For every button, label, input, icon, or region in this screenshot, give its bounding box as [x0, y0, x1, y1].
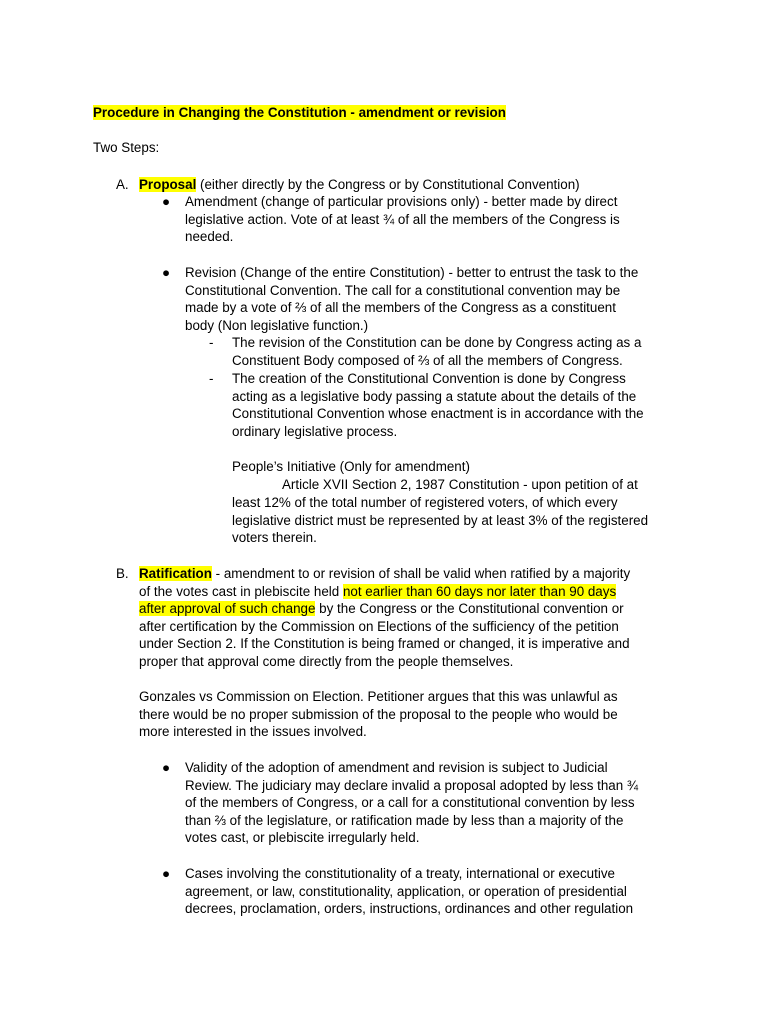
intro-text: Two Steps: — [93, 140, 160, 155]
bullet-line: body (Non legislative function.) — [185, 317, 369, 333]
dash-line: acting as a legislative body passing a statute about the details of the — [232, 388, 637, 404]
dash-line: The creation of the Constitutional Convention is done by Congress — [232, 371, 626, 386]
dash-marker: - — [209, 335, 214, 350]
section-b-paragraph — [139, 565, 630, 671]
dash-marker: - — [209, 371, 214, 386]
section-b-heading: Ratification — [139, 566, 212, 581]
bullet-line: Validity of the adoption of amendment and revision is subject to Judicial — [185, 760, 608, 775]
section-b-marker: B. — [116, 566, 129, 581]
bullet-line: than ⅔ of the legislature, or ratification made by less than a majority of the — [185, 812, 624, 828]
bullet-constitutionality-cases — [185, 865, 633, 918]
gonzales-line: there would be no proper submission of the proposal to the people who would be — [139, 706, 618, 722]
document-title — [93, 104, 506, 122]
bullet-amendment — [185, 193, 620, 246]
peoples-initiative-line: voters therein. — [232, 530, 317, 546]
gonzales-line: more interested in the issues involved. — [139, 724, 367, 740]
bullet-line: legislative action. Vote of at least ¾ of all the members of the Congress is — [185, 211, 620, 227]
peoples-initiative-rest — [232, 494, 648, 547]
gonzales-line: Gonzales vs Commission on Election. Petitioner argues that this was unlawful as — [139, 689, 618, 704]
section-b-line — [139, 583, 630, 601]
peoples-initiative-line: Article XVII Section 2, 1987 Constitution - upon petition of at — [282, 477, 638, 492]
bullet-line: agreement, or law, constitutionality, application, or operation of presidential — [185, 883, 627, 899]
bullet-marker: ● — [162, 760, 171, 775]
bullet-line: made by a vote of ⅔ of all the members of the Congress as a constituent — [185, 300, 616, 316]
bullet-marker: ● — [162, 194, 171, 209]
section-b-line: proper that approval come directly from the people themselves. — [139, 653, 514, 669]
dash-line: Constituent Body composed of ⅔ of all the members of Congress. — [232, 352, 623, 368]
document-title-text: Procedure in Changing the Constitution - amendment or revision — [93, 105, 506, 120]
section-a-heading: Proposal — [139, 177, 197, 192]
peoples-initiative-line: least 12% of the total number of registered voters, of which every — [232, 495, 618, 510]
section-a-marker: A. — [116, 177, 129, 192]
section-b-line3-highlight: after approval of such change — [139, 601, 316, 617]
bullet-line: needed. — [185, 229, 234, 245]
dash-line: Constitutional Convention whose enactment is in accordance with the — [232, 406, 644, 422]
dash-line: The revision of the Constitution can be done by Congress acting as a — [232, 335, 642, 350]
gonzales-paragraph — [139, 688, 618, 741]
section-b-line1-rest: - amendment to or revision of shall be valid when ratified by a majority — [211, 566, 631, 581]
section-b-line — [139, 600, 630, 618]
dash-line: ordinary legislative process. — [232, 423, 398, 439]
section-b-line: under Section 2. If the Constitution is being framed or changed, it is imperative and — [139, 636, 630, 652]
bullet-line: Cases involving the constitutionality of a treaty, international or executive — [185, 866, 615, 881]
section-b-line2-plain: of the votes cast in plebiscite held — [139, 583, 343, 599]
bullet-line: Amendment (change of particular provisions only) - better made by direct — [185, 194, 618, 209]
bullet-marker: ● — [162, 866, 171, 881]
section-b-line — [139, 565, 630, 583]
section-b-line3-plain: by the Congress or the Constitutional convention or — [315, 601, 624, 617]
bullet-line: Revision (Change of the entire Constitution) - better to entrust the task to the — [185, 265, 639, 280]
bullet-line: votes cast, or plebiscite irregularly held. — [185, 830, 420, 846]
section-b-line: after certification by the Commission on Elections of the sufficiency of the petition — [139, 618, 619, 634]
section-a-heading-line — [139, 176, 580, 194]
bullet-line: Review. The judiciary may declare invalid a proposal adopted by less than ¾ — [185, 777, 639, 793]
bullet-line: Constitutional Convention. The call for a constitutional convention may be — [185, 282, 621, 298]
section-b-line2-highlight: not earlier than 60 days nor later than 90 days — [342, 583, 617, 599]
bullet-line: of the members of Congress, or a call for a constitutional convention by less — [185, 795, 635, 811]
bullet-line: decrees, proclamation, orders, instructions, ordinances and other regulation — [185, 901, 634, 917]
bullet-revision — [185, 264, 638, 334]
dash-item-revision-by-congress — [232, 334, 641, 369]
dash-item-convention-creation — [232, 370, 644, 440]
peoples-initiative-line: legislative district must be represented by at least 3% of the registered — [232, 512, 649, 528]
section-a-heading-rest: (either directly by the Congress or by Constitutional Convention) — [196, 177, 580, 192]
peoples-initiative-heading: People’s Initiative (Only for amendment) — [232, 459, 470, 474]
bullet-judicial-review — [185, 759, 638, 847]
bullet-marker: ● — [162, 265, 171, 280]
